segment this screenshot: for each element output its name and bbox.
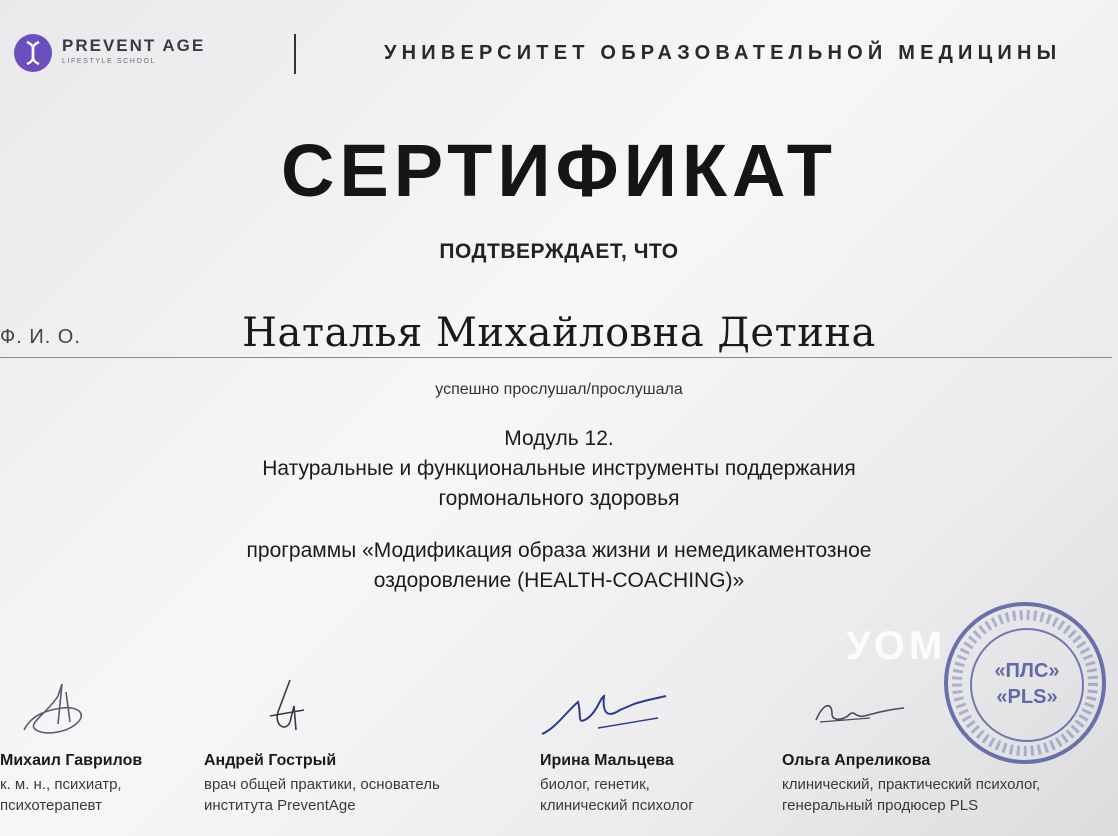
- program-block: [0, 536, 1118, 596]
- module-number: Модуль 12.: [504, 427, 614, 450]
- signatory-role-aprelikova: клинический, практический психолог, генеральный продюсер PLS: [782, 776, 1041, 814]
- completed-text: успешно прослушал/прослушала: [435, 381, 683, 398]
- signature-gostry-icon: [256, 676, 312, 736]
- module-title-line1: Натуральные и функциональные инструменты поддержания: [262, 457, 856, 480]
- recipient-name: Наталья Михайловна Детина: [242, 310, 876, 356]
- signatory-name-maltseva: Ирина Мальцева: [540, 752, 674, 769]
- signature-maltseva-icon: [538, 688, 670, 740]
- signatory-name-gostry: Андрей Гострый: [204, 752, 337, 769]
- signatory-role-gostry: врач общей практики, основатель института PreventAge: [204, 776, 440, 814]
- signatory-name-aprelikova: Ольга Апреликова: [782, 752, 931, 769]
- stamp-text-ru: «ПЛС»: [994, 660, 1060, 682]
- signature-aprelikova-icon: [810, 694, 908, 730]
- signature-gavrilov-icon: [18, 678, 98, 740]
- brand-name: PREVENT AGE: [62, 36, 206, 55]
- header-divider: [294, 34, 296, 74]
- pls-stamp-icon: [944, 602, 1106, 764]
- prevent-age-logo-icon: [14, 34, 52, 72]
- watermark-text: УОМ: [846, 624, 947, 668]
- module-title-line2: гормонального здоровья: [438, 487, 680, 510]
- brand-subtitle: LIFESTYLE SCHOOL: [62, 58, 157, 65]
- university-name: УНИВЕРСИТЕТ ОБРАЗОВАТЕЛЬНОЙ МЕДИЦИНЫ: [384, 42, 1062, 64]
- program-line1: программы «Модификация образа жизни и немедикаментозное: [246, 539, 872, 562]
- module-block: [0, 424, 1118, 514]
- signatory-name-gavrilov: Михаил Гаврилов: [0, 752, 143, 769]
- name-underline: [0, 357, 1112, 358]
- signatory-role-maltseva: биолог, генетик, клинический психолог: [540, 776, 694, 814]
- certificate-title: СЕРТИФИКАТ: [280, 129, 838, 212]
- program-line2: оздоровление (HEALTH-COACHING)»: [373, 569, 745, 592]
- stamp-text-en: «PLS»: [996, 686, 1058, 708]
- signatory-role-gavrilov: к. м. н., психиатр, психотерапевт: [0, 776, 122, 814]
- fio-label: Ф. И. О.: [0, 326, 81, 348]
- confirms-text: ПОДТВЕРЖДАЕТ, ЧТО: [439, 240, 679, 263]
